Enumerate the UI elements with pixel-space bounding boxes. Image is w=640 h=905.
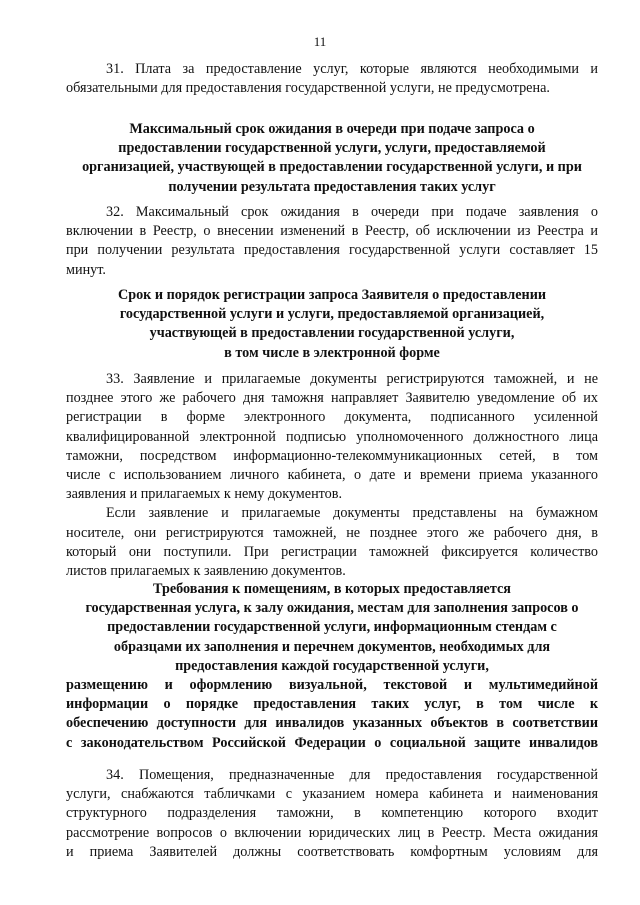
section-heading-premises <box>66 580 598 753</box>
paragraph-33 <box>66 370 598 581</box>
section-heading-registration <box>66 286 598 363</box>
heading-line: участвующей в предоставлении государственной услуги, <box>149 325 515 342</box>
heading-line: государственной услуги и услуги, предоставляемой организацией, <box>119 306 545 323</box>
section-heading-waiting-time <box>66 120 598 197</box>
heading-line: размещению и оформлению визуальной, текстовой и мультимедийной <box>66 676 598 693</box>
heading-line: предоставлении государственной услуги, услуги, предоставляемой <box>118 140 546 157</box>
heading-line: информации о порядке предоставления таких услуг, в том числе к <box>66 696 598 713</box>
heading-line: с законодательством Российской Федерации о социальной защите инвалидов <box>66 734 598 751</box>
text-line: квалифицированной электронной подписью уполномоченного должностного лица <box>66 428 598 445</box>
text-line: и приема Заявителей должны соответствовать комфортным условиям для <box>66 843 598 860</box>
text-line: минут. <box>66 261 106 278</box>
heading-line: Максимальный срок ожидания в очереди при подаче запроса о <box>129 121 535 137</box>
heading-line: организацией, участвующей в предоставлении государственной услуги, и при <box>82 159 582 176</box>
heading-line: получении результата предоставления таких услуг <box>168 178 496 195</box>
paragraph-34 <box>66 766 598 862</box>
heading-line: в том числе в электронной форме <box>224 344 440 361</box>
text-line: 33. Заявление и прилагаемые документы регистрируются таможней, и не <box>106 371 598 387</box>
text-line: регистрации в форме электронного документа, подписанного усиленной <box>66 409 598 426</box>
text-line: носителе, они регистрируются таможней, не позднее этого же рабочего дня, в <box>66 524 598 541</box>
text-line: обязательными для предоставления государственной услуги, не предусмотрена. <box>66 80 550 97</box>
text-line: структурного подразделения таможни, в компетенцию которого входит <box>66 805 598 822</box>
text-line: включении в Реестр, о внесении изменений в Реестр, об исключении из Реестра и <box>66 223 598 240</box>
heading-line: предоставлении государственной услуги, информационным стендам с <box>107 619 557 636</box>
text-line: рассмотрение вопросов о включении юридических лиц в Реестр. Места ожидания <box>66 824 598 841</box>
heading-line: предоставления каждой государственной услуги, <box>175 657 489 674</box>
heading-line: обеспечению доступности для инвалидов указанных объектов в соответствии <box>66 715 598 732</box>
paragraph-31 <box>66 60 598 98</box>
text-line: при получении результата предоставления государственной услуги составляет 15 <box>66 242 598 259</box>
text-line: заявления и прилагаемых к нему документов. <box>66 486 343 503</box>
text-line: таможни, посредством информационно-телекоммуникационных сетей, в том <box>66 447 598 464</box>
text-line: позднее этого же рабочего дня таможня направляет Заявителю уведомление об их <box>66 390 598 407</box>
text-line: который они поступили. При регистрации таможней фиксируется количество <box>66 543 598 560</box>
text-line: Если заявление и прилагаемые документы представлены на бумажном <box>106 505 598 522</box>
text-line: 31. Плата за предоставление услуг, которые являются необходимыми и <box>106 61 598 77</box>
text-line: листов прилагаемых к заявлению документов. <box>66 562 346 579</box>
text-line: услуги, снабжаются табличками с указанием номера кабинета и наименования <box>66 786 598 803</box>
heading-line: Требования к помещениям, в которых предоставляется <box>153 581 511 597</box>
paragraph-32 <box>66 203 598 280</box>
heading-line: Срок и порядок регистрации запроса Заявителя о предоставлении <box>117 287 547 303</box>
heading-line: образцами их заполнения и перечнем документов, необходимых для <box>113 638 551 655</box>
text-line: 32. Максимальный срок ожидания в очереди при подаче заявления о <box>106 204 598 220</box>
text-line: 34. Помещения, предназначенные для предоставления государственной <box>106 767 598 783</box>
page-number: 11 <box>313 34 327 49</box>
heading-line: государственная услуга, к залу ожидания, местам для заполнения запросов о <box>85 600 579 617</box>
text-line: числе с использованием личного кабинета, о дате и времени приема указанного <box>66 466 598 483</box>
